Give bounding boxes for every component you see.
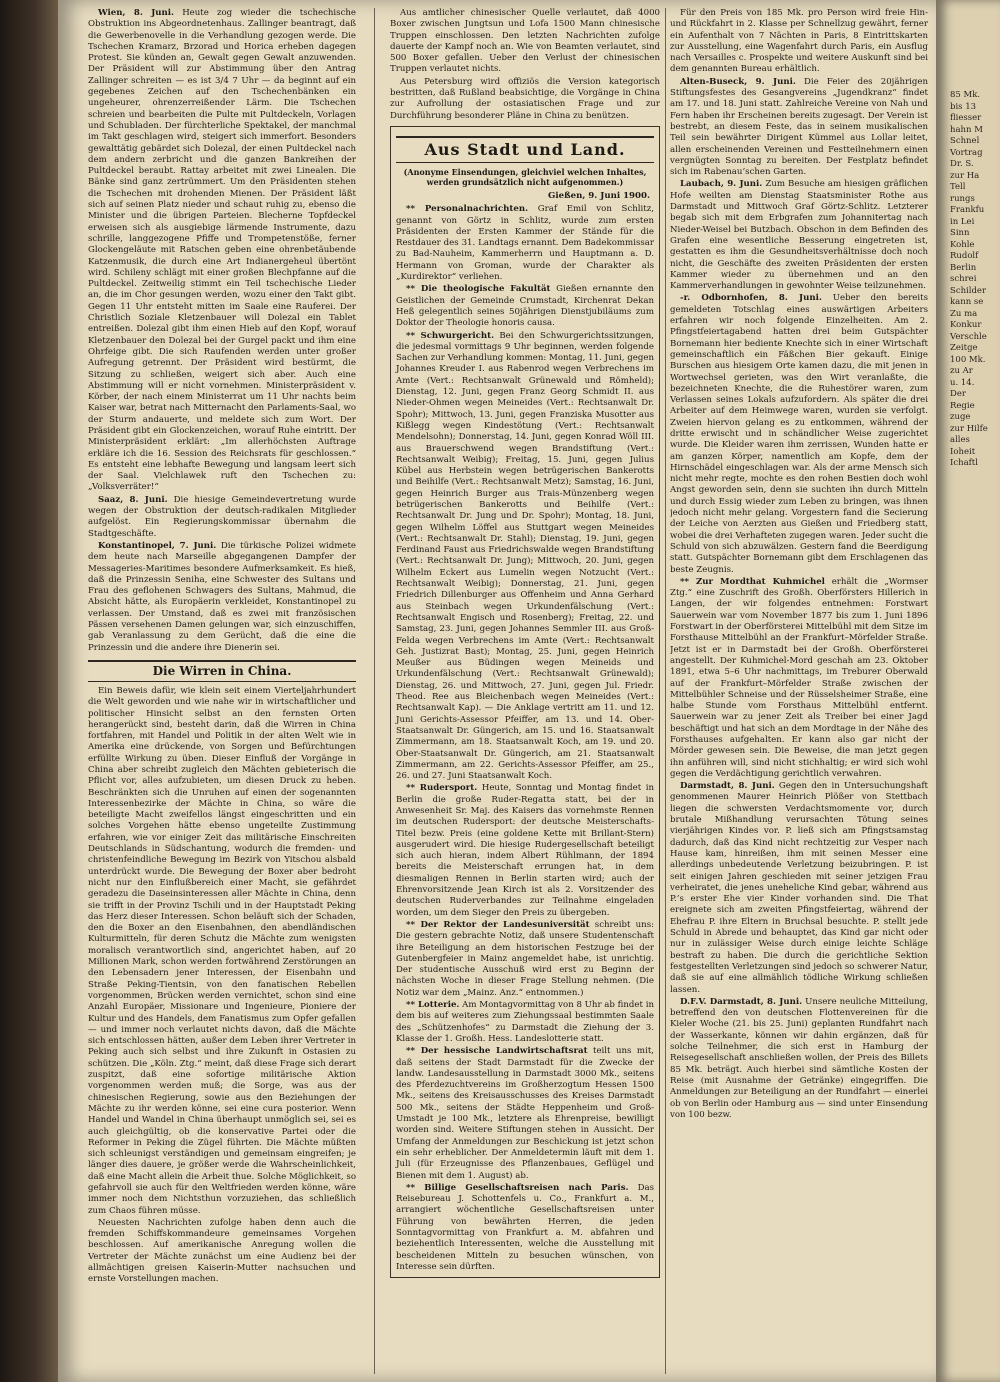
news-item: ** Der Rektor der Landesuniversität schreibt uns: Die gestern gebrachte Notiz, daß unsere Studentenschaft ihre Beteiligung an dem historischen Festzuge bei der Gutenbergfeier in Mainz angemeldet habe, ist unrichtig. Der studentische Ausschuß wird erst zu Beginn der nächsten Woche in dieser Frage Stellung nehmen. (Die Notiz war dem „Mainz. Anz.“ entnommen.) [396,919,655,998]
adjacent-page-fragment: alles [950,435,970,445]
adjacent-page-fragment: Dr. S. [950,159,974,169]
news-item: Darmstadt, 8. Juni. Gegen den in Untersuchungshaft genommenen Maurer Heinrich Plößer von Stettbach liegen die schwersten Verdachtsmomente vor, durch brutale Mißhandlung verursachten Tötung seines vierjährigen Kindes vor. P. ließ sich am Pfingstsamstag dadurch, daß das Kind nicht rechtzeitig zur Vesper nach Hause kam, hinreißen, ihm mit seinen Messer eine allerdings unbedeutende Verletzung beizubringen. P. ist seit einigen Jahren geschieden mit seiner jetzigen Frau verheiratet, die jenes uneheliche Kind gebar, während aus P.’s erster Ehe vier Kinder vorhanden sind. Die That ereignete sich am zweiten Pfingstfeiertag, während der Ehefrau P. ihre Eltern in Bruchsal besuchte. P. stellt jede Schuld in Abrede und behauptet, das Kind gar nicht oder nur in zulässiger Weise durch einige leichte Schläge bestraft zu haben. Die durch die gerichtliche Sektion festgestellten Verletzungen sind jedoch so schwerer Natur, daß sie auf eine allmählich tödliche Wirkung schließen lassen. [670,781,928,995]
adjacent-page-fragment: Der [950,389,966,399]
adjacent-page-fragment: schrei [950,274,977,284]
column-left [88,8,356,1374]
adjacent-page-fragment: 100 Mk. [950,354,986,365]
adjacent-page-fragment: in Lei [950,216,975,227]
news-item: ** Die theologische Fakultät Gießen ernannte den Geistlichen der Gemeinde Crumstadt, Kirchenrat Dekan Heß gelegentlich seines 50jährigen Dienstjubiläums zum Doktor der Theologie honoris causa. [396,284,655,329]
adjacent-page-fragment: u. 14. [950,377,975,388]
adjacent-page-fragment: zuge [950,412,971,422]
newspaper-page [58,0,936,1382]
column-rule [665,8,666,1374]
adjacent-page-fragment: Zeitge [950,343,978,353]
news-item: ** Schwurgericht. Bei den Schwurgerichtssitzungen, die jedesmal vormittags 9 Uhr beginnen, werden folgende Sachen zur Verhandlung kommen: Montag, 11. Juni, gegen Johannes Kreuder I. aus Rabenrod wegen Verbrechens im Amte (Vert.: Rechtsanwalt Grünewald und Römheld); Dienstag, 12. Juni, gegen Franz Georg Schmidt II. aus Nieder-Ohmen wegen Meineides (Vert.: Rechtsanwalt Dr. Spohr); Mittwoch, 13. Juni, gegen Franziska Musotter aus Kißlegg wegen Kindestötung (Vert.: Rechtsanwalt Mendelsohn); Donnerstag, 14. Juni, gegen Konrad Wöll III. aus Brauerschwend wegen Brandstiftung (Vert.: Rechtsanwalt Weibig); Freitag, 15. Juni, gegen Julius Kübel aus Herbstein wegen betrügerischen Bankerotts und Beihilfe (Vert.: Rechtsanwalt Metz); Samstag, 16. Juni, gegen Heinrich Burger aus Trais-Münzenberg wegen betrügerischen Bankerotts und Beihilfe (Vert.: Rechtsanwalt Dr. Jung und Dr. Spohr); Montag, 18. Juni, gegen Wilhelm Löffel aus Stuttgart wegen Meineides (Vert.: Rechtsanwalt Dr. Stahl); Dienstag, 19. Juni, gegen Ferdinand Faust aus Friedrichswalde wegen Brandstiftung (Vert.: Rechtsanwalt Dr. Jung); Mittwoch, 20. Juni, gegen Wilhelm Eckert aus Lumelin wegen Notzucht (Vert.: Rechtsanwalt Weibig); Donnerstag, 21. Juni, gegen Friedrich Dillenburger aus Offenheim und Anna Gerhard aus Steinbach wegen Urkundenfälschung (Vert.: Rechtsanwalt Engisch und Rosenberg); Freitag, 22. und Samstag, 23. Juni, gegen Johannes Semmler III. aus Groß-Felda wegen Verbrechens im Amte (Vert.: Rechtsanwalt Geh. Justizrat Bast); Montag, 25. Juni, gegen Heinrich Meußer aus Büdingen wegen Meineids und Urkundenfälschung (Vert.: Rechtsanwalt Grünewald); Dienstag, 26. und Mittwoch, 27. Juni, gegen Jul. Friedr. Theod. Ree aus Bleichenbach wegen Meineides (Vert.: Rechtsanwalt Kap). — Die Anklage vertritt am 11. und 12. Juni Gerichts-Assessor Pfeiffer, am 13. und 14. Ober-Staatsanwalt Dr. Güngerich, am 15. und 16. Staatsanwalt Zimmermann, am 18. Staatsanwalt Koch, am 19. und 20. Ober-Staatsanwalt Dr. Güngerich, am 21. Staatsanwalt Zimmermann, am 22. Gerichts-Assessor Pfeiffer, am 25., 26. und 27. Juni Staatsanwalt Koch. [396,330,655,782]
adjacent-page-fragment: Frankfu [950,205,985,215]
news-item-saaz: Saaz, 8. Juni. Die hiesige Gemeindevertretung wurde wegen der Obstruktion der deutsch-radikalen Mitglieder aufgelöst. Ein Regierungskommissar übernahm die Stadtgeschäfte. [88,494,356,539]
article-paragraph: Ein Beweis dafür, wie klein seit einem Vierteljahrhundert die Welt geworden und wie nahe wir in wirtschaftlicher und politischer Hinsicht selbst an den fernsten Orten herangerückt sind, besteht darin, daß die Wirren in China fortfahren, mit Handel und Politik in der alten Welt wie in Amerika eine drückende, von Sorgen und Befürchtungen erfüllte Wirkung zu üben. Dieser Einfluß der Vorgänge in China aber schreibt zugleich den Mächten gebieterisch die Pflicht vor, alles aufzubieten, um diesen Druck zu heben. Beschränkten sich die Unruhen auf einen der sogenannten Interessenbezirke der Mächte in China, so wäre die beteiligte Macht zweifellos längst eingeschritten und ein solches Vorgehen hätte ebenso ungeteilte Zustimmung erfahren, wie vor einiger Zeit das militärische Einschreiten Deutschlands in Südschantung, wodurch die fremden- und christenfeindliche Bewegung im Bezirk von Yitschou alsbald unterdrückt wurde. Die Bewegung der Boxer aber bedroht nicht nur den Einflußbereich einer Macht, sie gefährdet geradezu die Daseinsinteressen aller Mächte in China, denn sie trifft in der Provinz Tschili und in der Hauptstadt Peking das Herz dieser Interessen. Schon beläuft sich der Schaden, den die Boxer an den Eisenbahnen, den abendländischen Kulturmitteln, für deren Schutz die Mächte zum wenigsten moralisch verantwortlich sind, angerichtet haben, auf 20 Millionen Mark, schon werden fortwährend Zerstörungen an den Lebensadern jener Interessen, der Eisenbahn und Straße Peking-Tientsin, von den fanatischen Rebellen vorgenommen, Brücken werden vernichtet, schon sind eine Anzahl Europäer, Missionare und Ingenieure, Pioniere der Kultur und des Handels, dem Fanatismus zum Opfer gefallen — und immer noch verlautet nichts davon, daß die Mächte sich entschlossen hätten, außer dem Leben ihrer Vertreter in Peking auch sich selbst und ihre Zukunft in Ostasien zu schützen. Die „Köln. Ztg.“ meint, daß diese Frage sich derart zuspitzt, daß eine sofortige militärische Aktion vorgenommen werden muß; die Sorge, was aus der chinesischen Regierung, sowie aus den Beziehungen der Mächte zu ihr werden könne, sei eine cura posterior. Wenn Handel und Wandel in China überhaupt unmöglich sei, sei es auch gleichgültig, ob die konservative Partei oder die Reformer in Peking die Zügel führten. Die Mächte müßten sich schleunigst verständigen und gemeinsam eingreifen; je länger dies dauere, je größer werde die Wahrscheinlichkeit, daß eine Macht allein die Arbeit thue. Solche Möglichkeit, so gefahrvoll sie auch für den Weltfrieden werden könne, wäre immer noch dem Nichtsthun vorzuziehen, das schließlich zum Chaos führen müsse. [88,685,356,1216]
adjacent-page-fragment: 85 Mk. [950,90,981,100]
adjacent-page-fragment: hahn M [950,124,983,135]
news-item-wien: Wien, 8. Juni. Heute zog wieder die tschechische Obstruktion ins Abgeordnetenhaus. Zallinger beantragt, daß die Gewerbenovelle in die Verhandlung gezogen werde. Die Tschechen Kramarz, Brzorad und Horica erheben dagegen Protest. Sie künden an, Gewalt gegen Gewalt anzuwenden. Der Präsident will zur Abstimmung über den Antrag Zallinger schreiten — es ist 3/4 7 Uhr — da beginnt auf ein gegebenes Zeichen auf den Tschechenbänken ein ungeheurer, ohrenzerreißender Lärm. Die Tschechen schreien und bearbeiten die Pulte mit Pultdeckeln, Vorlagen und Schubladen. Der fürchterliche Spektakel, der manchmal im Takt geschlagen wird, steigert sich immerfort. Besonders gewalttätig gebärdet sich Dolezal, der einen Pultdeckel nach dem andern zerbricht und die ganzen Bankreihen der Pultdeckel beraubt. Rattay arbeitet mit zwei Linealen. Die Bänke sind ganz zertrümmert. Um den Präsidenten stehen die Tschechen mit drohenden Mienen. Der Präsident läßt sich auf seinen Platz nieder und schaut ruhig zu, ebenso die Minister und die übrigen Parteien. Blecherne Topfdeckel erweisen sich als ausgiebige lärmende Instrumente, dazu schrille, langgezogene Pfiffe und Trompetenstöße, ferner Glockengeläute mit Ratschen geben eine ohrenbetäubende Katzenmusik, die durch eine Art Indianergeheul übertönt wird. Schileny schlägt mit einer großen Blechpfanne auf die Pultdeckel. Zeitweilig stimmt ein Teil tschechische Lieder an, die im Chor gesungen werden, wozu einer den Takt gibt. Gegen 11 Uhr entsteht mitten im Saale eine Rauferei. Der Christlich Soziale Kletzenbauer will Dolezal ein Tablet entreißen. Dolezal gibt ihm einen Hieb auf den Kopf, worauf Kletzenbauer den Dolezal bei der Gurgel packt und ihm eine Ohrfeige gibt. Die sich Raufenden werden unter großer Aufregung getrennt. Der Präsident wird bestürmt, die Sitzung zu schließen, weigert sich aber. Auch eine Abstimmung will er nicht vornehmen. Ministerpräsident v. Körber, der nach einem Ministerrat um 11 Uhr nachts beim Kaiser war, betrat nach Mitternacht den Parlaments-Saal, wo der Sturm andauerte, und meldete sich zum Wort. Der Präsident gibt ein Glockenzeichen, worauf Ruhe eintritt. Der Ministerpräsident erklärt: „Im allerhöchsten Auftrage erkläre ich die 16. Session des Reichsrats für geschlossen.“ Es entsteht eine lebhafte Bewegung und langsam leert sich der Saal. Vielchlawek ruft den Tschechen zu: „Volksverräter!“ [88,8,356,493]
adjacent-page-fragments [950,90,1000,470]
news-item: ** Billige Gesellschaftsreisen nach Paris. Das Reisebureau J. Schottenfels u. Co., Frankfurt a. M., arrangiert wöchentliche Gesellschaftsreisen unter Führung von bewährten Herren, die jeden Sonntagvormittag von Frankfurt a. M. abfahren und beziehentlich Interessenten, welche die Ausstellung mit bescheidenen Mitteln zu besuchen wünschen, von Interesse sein dürften. [396,1182,655,1272]
adjacent-page-edge [936,0,1000,1382]
adjacent-page-fragment: Schnel [950,136,980,146]
adjacent-page-fragment: rungs [950,193,975,204]
column-rule [374,8,375,1374]
section-subtitle: (Anonyme Einsendungen, gleichviel welchen Inhaltes, werden grundsätzlich nicht aufgenommen.) [403,166,647,187]
adjacent-page-fragment: Vortrag [950,147,983,158]
adjacent-page-fragment: fliesser [950,113,982,123]
local-news-box [390,126,660,1278]
column-right [670,8,928,1374]
adjacent-page-fragment: Schilder [950,285,987,296]
adjacent-page-fragment: Konkur [950,320,982,330]
article-paragraph: Neuesten Nachrichten zufolge haben denn auch die fremden Schiffskommandeure gemeinsames Vorgehen beschlossen. Auf amerikanische Anregung wollen die Vertreter der Mächte zunächst um eine Audienz bei der allmächtigen greisen Kaiserin-Mutter nachsuchen und ernste Vorstellungen machen. [88,1217,356,1285]
news-item: ** Lotterie. Am Montagvormittag von 8 Uhr ab findet in dem bis auf weiteres zum Ziehungssaal bestimmten Saale des „Schützenhofes“ zu Darmstadt die Ziehung der 3. Klasse der 1. Großh. Hess. Landeslotterie statt. [396,1000,654,1044]
news-item: Laubach, 9. Juni. Zum Besuche am hiesigen gräflichen Hofe weilten am Dienstag Staatsminister Rothe aus Darmstadt und Mittwoch Graf Görtz-Schlitz. Letzterer begab sich mit dem Erbgrafen zum Johannitertag nach Nieder-Weisel bei Butzbach. Obschon in dem Befinden des Grafen eine wesentliche Besserung eingetreten ist, gestatten es ihm die Gesundheitsverhältnisse doch noch nicht, die Geschäfte des zweiten Präsidenten der ersten Kammer wieder zu übernehmen und an den Kammerverhandlungen in gewohnter Weise teilzunehmen. [670,179,928,292]
news-item: -r. Odbornhofen, 8. Juni. Ueber den bereits gemeldeten Totschlag eines auswärtigen Arbeiters erfahren wir noch folgende Einzelheiten. Am 2. Pfingstfeiertagabend hatten drei beim Gutspächter Bornemann hier bediente Knechte sich in einer Wirtschaft gemeinschaftlich ein Fäßchen Bier gekauft. Einige Burschen aus hiesigem Orte kamen dazu, die mit jenen in Wortwechsel gerieten, was den Wirt veranlaßte, die bezeichneten Knechte, die die Ruhestörer waren, zum Verlassen seines Lokals aufzufordern. Als später die drei Arbeiter auf dem Heimwege waren, wurden sie verfolgt. Zweien hiervon gelang es zu entkommen, während der dritte erwischt und in schändlicher Weise zugerichtet wurde. Die Kleider waren ihm zerrissen, Wunden hatte er am ganzen Körper, namentlich am Kopfe, dem der Hirnschädel eingeschlagen war. Als der arme Mensch sich nicht mehr regte, mochte es den rohen Bestien doch wohl Angst geworden sein, denn sie suchten ihn durch Mitteln und durch Essig wieder zum Leben zu bringen, was ihnen jedoch nicht mehr gelang. Vorgestern fand die Secierung der Leiche von Aerzten aus Gießen und Friedberg statt, wobei die drei Verhafteten zugegen waren. Jeder sucht die Schuld von sich abzuwälzen. Gestern fand die Beerdigung statt. Gutspächter Bornemann gibt dem Erschlagenen das beste Zeugnis. [670,293,928,575]
adjacent-page-fragment: Zu ma [950,308,978,319]
adjacent-page-fragment: bis 13 [950,101,977,112]
news-item: ** Personalnachrichten. Graf Emil von Schlitz, genannt von Görtz in Schlitz, wurde zum ersten Präsidenten der Ersten Kammer der Stände für die Restdauer des 31. Landtags ernannt. Dem Badekommissar zu Bad-Nauheim, Kammerherrn und Hauptmann a. D. Hermann von Groman, wurde der Charakter als „Kurdirektor“ verliehen. [396,204,654,283]
adjacent-page-fragment: Tell [950,182,966,192]
adjacent-page-fragment: Ichaftl [950,458,978,468]
column-middle [390,8,660,1374]
adjacent-page-fragment: Sinn [950,228,970,238]
section-heading-china: Die Wirren in China. [88,660,356,682]
adjacent-page-fragment: Berlin [950,262,977,273]
news-item: ** Zur Mordthat Kuhmichel erhält die „Wormser Ztg.“ eine Zuschrift des Großh. Oberförsters Hillerich in Langen, der wir folgendes entnehmen: Forstwart Sauerwein war vom November 1877 bis zum 1. Juni 1896 Forstwart in der Oberförsterei Mittelbühl mit dem Sitze im Forsthause Mittelbühl an der Frankfurt–Mörfelder Straße. Jetzt ist er in Darmstadt bei der Großh. Oberförsterei angestellt. Der Kuhmichel-Mord geschah am 23. Oktober 1891, etwa 5–6 Uhr nachmittags, im Treburer Oberwald auf der Frankfurt–Mörfelder Straße zwischen der Mittelbühler Schneise und der Rüsselsheimer Straße, eine halbe Stunde vom Forsthaus Mittelbühl entfernt. Sauerwein war zu jener Zeit als Treiber bei einer Jagd beschäftigt und hat sich an dem Mordtage in der Nähe des Forsthauses aufgehalten. Er kann also gar nicht der Mörder gewesen sein. Die Beweise, die man jetzt gegen ihn anführen will, sind nicht stichhaltig; er wird sich wohl gegen die Verdächtigung gerichtlich verwahren. [670,576,928,779]
news-item: D.F.V. Darmstadt, 8. Juni. Unsere neuliche Mitteilung, betreffend den von deutschen Flottenvereinen für die Kieler Woche (21. bis 25. Juni) geplanten Rundfahrt nach der Wasserkante, können wir dahin ergänzen, daß für solche Teilnehmer, die sich erst in Hamburg der Reisegesellschaft anschließen wollen, der Preis des Billets 85 Mk. beträgt. Auch hierbei sind sämtliche Kosten der Reise (mit Ausnahme der Getränke) eingegriffen. Die Anmeldungen zur Beteiligung an der Rundfahrt — einerlei ob von Berlin oder Hamburg aus — sind unter Einsendung von 100 bezw. [670,996,928,1120]
news-item: ** Der hessische Landwirtschaftsrat teilt uns mit, daß seitens der Stadt Darmstadt für die Zwecke der landw. Landesausstellung in Darmstadt 3000 Mk., seitens des Pferdezuchtvereins im Großherzogtum Hessen 1500 Mk., seitens des Kreisausschusses des Kreises Darmstadt 500 Mk., seitens der Städte Heppenheim und Groß-Umstadt je 100 Mk., letztere als Ehrenpreise, bewilligt worden sind. Weitere Stiftungen stehen in Aussicht. Der Umfang der Anmeldungen zur Beschickung ist jetzt schon ein sehr erheblicher. Der Anmeldetermin läuft mit dem 1. Juli (für Erzeugnisse des Pflanzenbaues, Geflügel und Bienen mit dem 1. August) ab. [396,1046,654,1181]
adjacent-page-fragment: Ioheit [950,446,976,457]
adjacent-page-fragment: kann se [950,297,984,307]
adjacent-page-fragment: zu Ar [950,366,973,376]
adjacent-page-fragment: Regie [950,400,975,411]
adjacent-page-fragment: zur Ha [950,170,980,181]
news-item: ** Rudersport. Heute, Sonntag und Montag findet in Berlin die große Ruder-Regatta statt, bei der in Anwesenheit Sr. Maj. des Kaisers das vornehmste Rennen im deutschen Rudersport: der deutsche Meisterschafts-Titel bezw. Preis (eine goldene Kette mit Brillant-Stern) ausgerudert wird. Die hiesige Rudergesellschaft beteiligt sich auch hieran, indem Albert Rühlmann, der 1894 bereits die Meisterschaft errungen hat, in dem diesmaligen Rennen in Berlin starten wird; auch der Ehrenvorsitzende Jean Kirch ist als 2. Vorsitzender des deutschen Ruderverbandes zur Teilnahme eingeladen worden, um dem Sieger den Preis zu übergeben. [396,783,654,918]
adjacent-page-fragment: Kohle [950,239,975,250]
adjacent-page-fragment: zur Hilfe [950,423,988,434]
adjacent-page-fragment: Verschle [950,331,987,342]
dateline: Gießen, 9. Juni 1900. [548,190,650,201]
adjacent-page-fragment: Rudolf [950,251,979,261]
section-heading-stadt-und-land: Aus Stadt und Land. [396,136,654,163]
news-item: Für den Preis von 185 Mk. pro Person wird freie Hin- und Rückfahrt in 2. Klasse per Schnellzug gewährt, ferner ein Aufenthalt von 7 Nächten in Paris, 8 Eintrittskarten zur Ausstellung, eine Wagenfahrt durch Paris, ein Ausflug nach Versailles c. Prospekte und weitere Auskunft sind bei dem genannten Bureau erhältlich. [670,8,928,75]
news-item-konstantinopel: Konstantinopel, 7. Juni. Die türkische Polizei widmete dem heute nach Marseille abgegangenen Dampfer der Messageries-Maritimes besondere Aufmerksamkeit. Es hieß, daß die Prinzessin Seniha, eine Schwester des Sultans und Frau des geflohenen Schwagers des Sultans, Mahmud, die Absicht hätte, als Europäerin verkleidet, Konstantinopel zu verlassen. Der Umstand, daß es zwei mit französischen Pässen versehenen Damen gelungen war, sich einzuschiffen, gab Veranlassung zu dem Gerücht, daß die eine die Prinzessin und die andere ihre Dienerin sei. [88,540,356,653]
article-paragraph: Aus Petersburg wird offiziös die Version kategorisch bestritten, daß Rußland beabsichtige, die Vorgänge in China zur Aufrollung der ostasiatischen Frage und zur Durchführung besonderer Pläne in China zu benützen. [390,76,660,121]
book-binding [0,0,58,1382]
news-item: Alten-Buseck, 9. Juni. Die Feier des 20jährigen Stiftungsfestes des Gesangvereins „Jugendkranz“ findet am 17. und 18. Juni statt. Zahlreiche Vereine von Nah und Fern haben ihr Erscheinen bereits zugesagt. Der Verein ist bestrebt, an diesem Feste, das in seinem musikalischen Teil sein bewährter Dirigent Kümmel aus Lollar leitet, allen erscheinenden Vereinen und Festteilnehmern einen vergnügten Sonntag zu bereiten. Der Festplatz befindet sich im Rabenau’schen Garten. [670,76,928,178]
article-paragraph: Aus amtlicher chinesischer Quelle verlautet, daß 4000 Boxer zwischen Jungtsun und Lofa 1500 Mann chinesische Truppen einschlossen. Den letzten Nachrichten zufolge dauerte der Kampf noch an. Wie von Beamten verlautet, sind 500 Boxer gefallen. Ueber den Verlust der chinesischen Truppen verlautet nichts. [390,8,660,75]
